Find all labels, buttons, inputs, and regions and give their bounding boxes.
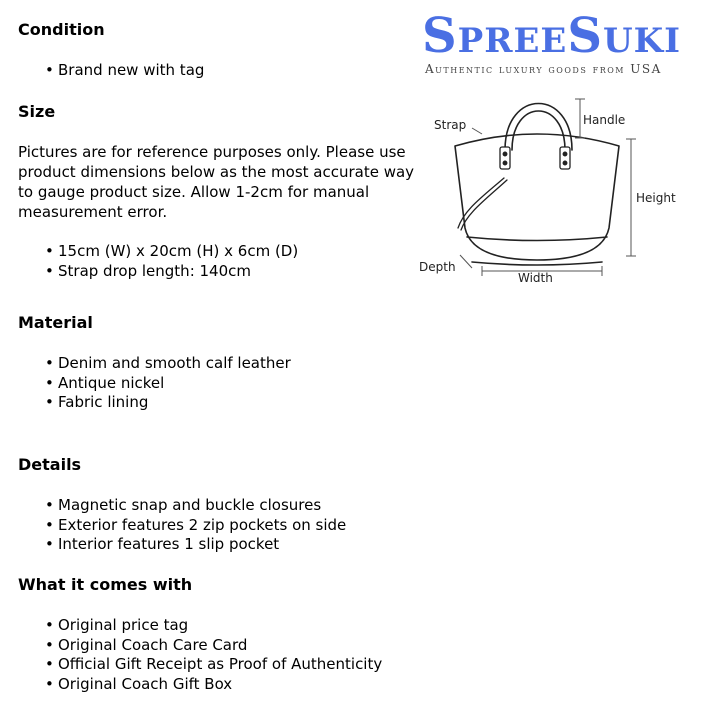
bag-dimensions-diagram xyxy=(412,92,712,292)
width-label: Width xyxy=(518,271,553,285)
comes-with-heading: What it comes with xyxy=(18,575,193,594)
left-buckle xyxy=(500,147,510,169)
comes-with-list xyxy=(18,616,382,694)
list-item: • Brand new with tag xyxy=(18,61,204,81)
list-item: • Original price tag xyxy=(18,616,382,636)
height-label: Height xyxy=(636,191,676,205)
size-heading: Size xyxy=(18,102,56,121)
right-buckle xyxy=(560,147,570,169)
list-item: • Interior features 1 slip pocket xyxy=(18,535,346,555)
details-heading: Details xyxy=(18,455,82,474)
bag-base-seam xyxy=(467,237,607,241)
strap-label: Strap xyxy=(434,118,467,132)
condition-heading: Condition xyxy=(18,20,105,39)
material-heading: Material xyxy=(18,313,93,332)
brand-name: SpreeSuki xyxy=(422,8,682,64)
depth-dimension-line xyxy=(460,255,472,268)
list-item: • Magnetic snap and buckle closures xyxy=(18,496,346,516)
depth-label: Depth xyxy=(419,260,456,274)
list-item: • 15cm (W) x 20cm (H) x 6cm (D) xyxy=(18,242,298,262)
size-list xyxy=(18,242,298,281)
list-item: • Fabric lining xyxy=(18,393,291,413)
size-note: Pictures are for reference purposes only. Please use product dimensions below as the most accurate way to gauge product size. Allow 1-2cm for manual measurement error. xyxy=(18,143,415,221)
bag-handle-inner xyxy=(512,111,565,150)
condition-list xyxy=(18,61,204,81)
list-item: • Original Coach Gift Box xyxy=(18,675,382,695)
brand-tagline: Authentic luxury goods from USA xyxy=(425,62,662,76)
strap-pointer xyxy=(472,128,482,134)
list-item: • Antique nickel xyxy=(18,374,291,394)
list-item: • Original Coach Care Card xyxy=(18,636,382,656)
list-item: • Official Gift Receipt as Proof of Authenticity xyxy=(18,655,382,675)
material-list xyxy=(18,354,291,413)
list-item: • Exterior features 2 zip pockets on side xyxy=(18,516,346,536)
handle-label: Handle xyxy=(583,113,626,127)
details-list xyxy=(18,496,346,555)
list-item: • Denim and smooth calf leather xyxy=(18,354,291,374)
bag-bottom-edge xyxy=(472,262,602,265)
list-item: • Strap drop length: 140cm xyxy=(18,262,298,282)
brand-logo xyxy=(422,8,718,76)
